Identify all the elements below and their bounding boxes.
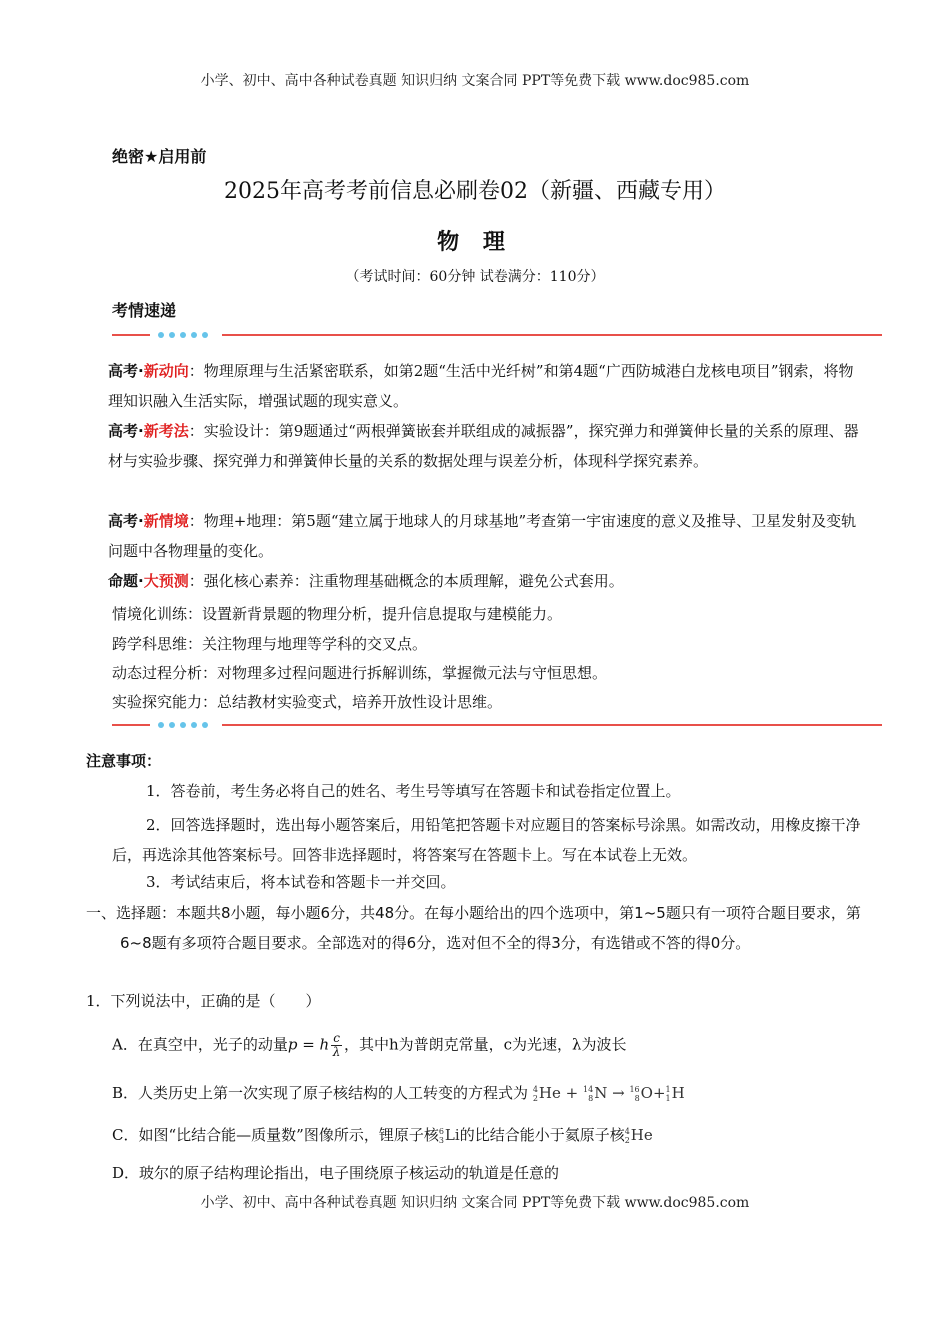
overview-extra-line: 情境化训练：设置新背景题的物理分析，提升信息提取与建模能力。 [112, 605, 563, 623]
bottom-banner: 小学、初中、高中各种试卷真题 知识归纳 文案合同 PPT等免费下载 www.doc985.com [200, 1195, 750, 1211]
overview-heading: 考情速递 [112, 301, 177, 320]
question-1-stem: 1．下列说法中，正确的是（ ） [86, 992, 321, 1010]
notice-item: 3．考试结束后，将本试卷和答题卡一并交回。 [146, 873, 456, 891]
nuclear-equation: 4 2 He + 14 8 N → 16 8 O+ 1 1 H [532, 1084, 685, 1103]
exam-info: （考试时间：60分钟 试卷满分：110分） [345, 269, 605, 285]
overview-extra-line: 跨学科思维：关注物理与地理等学科的交叉点。 [112, 635, 428, 653]
notice-heading: 注意事项： [86, 752, 162, 770]
notice-item: 1．答卷前，考生务必将自己的姓名、考生号等填写在答题卡和试卷指定位置上。 [146, 782, 681, 800]
question-1-option-c: C．如图“比结合能—质量数”图像所示，锂原子核 6 3 Li的比结合能小于氦原子核 4 2 He [112, 1126, 653, 1145]
question-1-option-b: B．人类历史上第一次实现了原子核结构的人工转变的方程式为 4 2 He + 14 8 N → 16 8 O+ 1 1 H [112, 1084, 685, 1103]
overview-item-new-trend: 高考·新动向：物理原理与生活紧密联系，如第2题“生活中光纤树”和第4题“广西防城港白龙核电项目”钢索，将物理知识融入生活实际，增强试题的现实意义。 [108, 362, 854, 410]
confidential-label: 绝密★启用前 [112, 147, 207, 166]
notice-item: 2．回答选择题时，选出每小题答案后，用铅笔把答题卡对应题目的答案标号涂黑。如需改动，用橡皮擦干净后，再选涂其他答案标号。回答非选择题时，将答案写在答题卡上。写在本试卷上无效。 [112, 816, 861, 864]
overview-extra-line: 动态过程分析：对物理多过程问题进行拆解训练，掌握微元法与守恒思想。 [112, 664, 608, 682]
overview-extra-line: 实验探究能力：总结教材实验变式，培养开放性设计思维。 [112, 693, 503, 711]
divider-bottom [112, 718, 882, 732]
overview-item-prediction: 命题·大预测：强化核心素养：注重物理基础概念的本质理解，避免公式套用。 [108, 572, 624, 590]
page-title: 2025年高考考前信息必刷卷02（新疆、西藏专用） [224, 179, 726, 204]
overview-item-new-context: 高考·新情境：物理+地理：第5题“建立属于地球人的月球基地”考查第一宇宙速度的意义及推导、卫星发射及变轨问题中各物理量的变化。 [108, 512, 857, 560]
subject-title: 物 理 [437, 230, 513, 255]
top-banner: 小学、初中、高中各种试卷真题 知识归纳 文案合同 PPT等免费下载 www.doc985.com [200, 73, 750, 89]
divider-top [112, 328, 882, 342]
question-1-option-d: D．玻尔的原子结构理论指出，电子围绕原子核运动的轨道是任意的 [112, 1164, 560, 1182]
section-one-instructions: 一、选择题：本题共8小题，每小题6分，共48分。在每小题给出的四个选项中，第1~5题只有一项符合题目要求，第6~8题有多项符合题目要求。全部选对的得6分，选对但不全的得3分，有选错或不答的得0分。 [86, 904, 861, 952]
question-1-option-a: A．在真空中，光子的动量p = h $\frac{c}{\lambda}$ ，其中h为普朗克常量，c为光速，λ为波长 [112, 1031, 627, 1059]
overview-item-new-method: 高考·新考法：实验设计：第9题通过“两根弹簧嵌套并联组成的减振器”，探究弹力和弹簧伸长量的关系的原理、器材与实验步骤、探究弹力和弹簧伸长量的关系的数据处理与误差分析，体现科学探究素养。 [108, 422, 859, 470]
